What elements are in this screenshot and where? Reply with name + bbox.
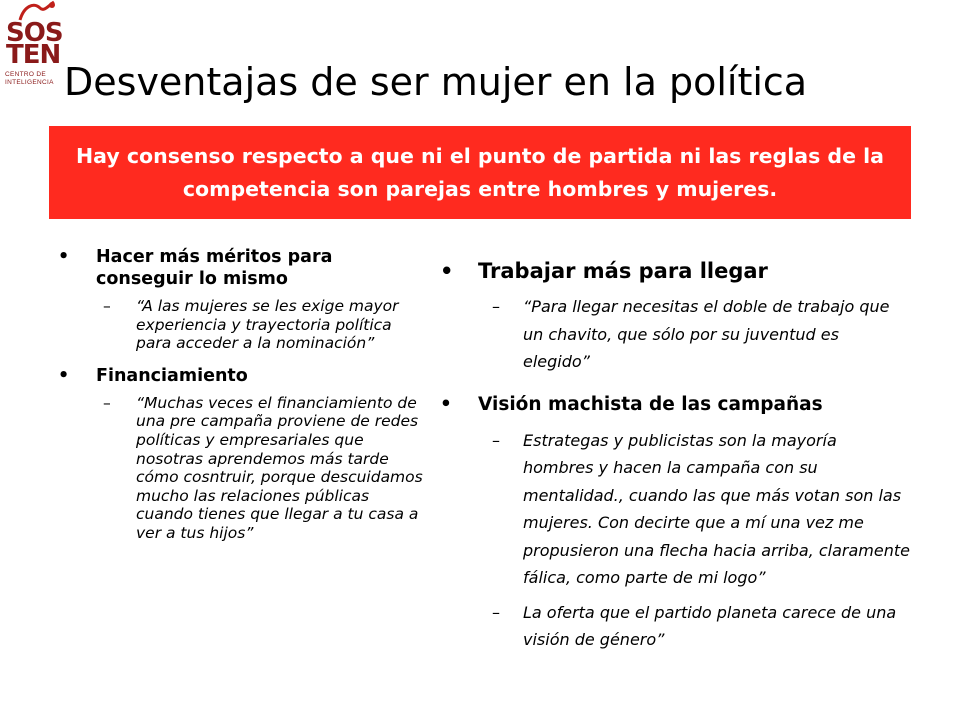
bullet-heading: Trabajar más para llegar — [478, 259, 768, 283]
left-column — [58, 246, 430, 543]
dash-icon: – — [103, 297, 111, 315]
sub-item-text: “Muchas veces el financiamiento de una pre campaña proviene de redes políticas y empresariales que nosotras aprendemos más tarde cómo cosntruir, porque descuidamos mucho las relaciones públicas cuando tienes que llegar a tu casa a ver a tus hijos” — [136, 393, 423, 542]
right-column — [440, 256, 910, 654]
bullet-item — [440, 390, 910, 420]
bullet-icon: • — [58, 247, 70, 267]
sub-item — [440, 427, 910, 592]
sub-item — [440, 293, 910, 376]
bullet-heading: Hacer más méritos para conseguir lo mismo — [96, 247, 333, 289]
slide-title: Desventajas de ser mujer en la política — [64, 60, 808, 104]
sub-item-text: “Para llegar necesitas el doble de trabajo que un chavito, que sólo por su juventud es elegido” — [523, 297, 890, 371]
bullet-item — [58, 365, 430, 387]
bullet-heading: Visión machista de las campañas — [478, 393, 823, 415]
dash-icon: – — [492, 430, 500, 450]
sub-item — [58, 297, 430, 353]
highlight-banner: Hay consenso respecto a que ni el punto de partida ni las reglas de la competencia son parejas entre hombres y mujeres. — [49, 126, 911, 219]
logo-text-ten: TEN — [6, 40, 61, 70]
bullet-icon: • — [58, 365, 70, 386]
sub-item-text: “A las mujeres se les exige mayor experiencia y trayectoria política para acceder a la nominación” — [136, 297, 399, 353]
dash-icon: – — [492, 602, 500, 622]
dash-icon: – — [492, 297, 500, 316]
sub-item — [58, 394, 430, 543]
logo-text-sos: SOS — [6, 18, 63, 48]
brand-logo — [0, 0, 62, 100]
sub-item-text: La oferta que el partido planeta carece de una visión de género” — [523, 602, 897, 649]
bullet-item — [58, 246, 430, 290]
bullet-icon: • — [440, 259, 454, 283]
logo-subtext-2: INTELIGENCIA — [5, 79, 54, 86]
bullet-item — [440, 256, 910, 286]
sub-item — [440, 599, 910, 654]
dash-icon: – — [103, 393, 111, 412]
bullet-heading: Financiamiento — [96, 365, 248, 386]
logo-subtext-1: CENTRO DE — [5, 71, 46, 78]
bullet-icon: • — [440, 393, 452, 415]
sub-item-text: Estrategas y publicistas son la mayoría hombres y hacen la campaña con su mentalidad., cuando las que más votan son las mujeres. Con decirte que a mí una vez me propusieron una flecha hacia arriba, claramente fálica, como parte de mi logo” — [523, 430, 910, 587]
